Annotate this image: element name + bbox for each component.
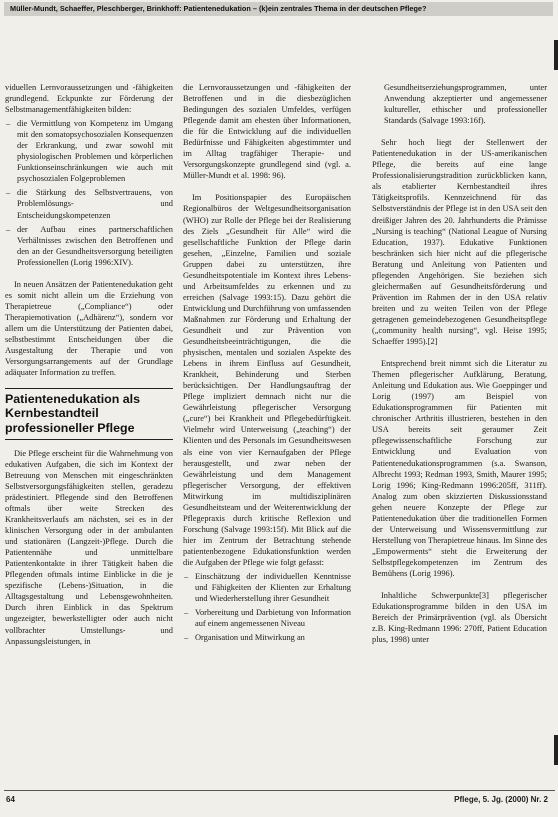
paragraph: viduellen Lernvoraussetzungen und -fähigkeiten grundlegend. Eckpunkte zur Förderung der Selbstmanagementfähigkeiten bilden: — [5, 83, 173, 115]
list-item: – Organisation und Mitwirkung an — [183, 632, 351, 643]
running-head: Müller-Mundt, Schaeffer, Pleschberger, Brinkhoff: Patientenedukation – (k)ein zentrales Thema in der deutschen Pflege? — [4, 2, 553, 16]
list-item: – Vorbereitung und Darbietung von Information auf einem angemessenen Niveau — [183, 607, 351, 629]
paragraph: Entsprechend breit nimmt sich die Literatur zu Themen pflegerischer Aufklärung, Beratung, Anleitung und Edukation aus. Wie Goeppinger und Lorig (1997) am Beispiel von Edukationsprogrammen für Patienten mit chronischer Arthritis illustrieren, bestehen in den USA bereits seit geraumer Zeit pflegewissenschaftliche Forschung zur Entwicklung und Evaluation von Patientenedukationsprogrammen (s.a. Swanson, Albrecht 1993; Redman 1993, Smith, Maurer 1995; Lorig 1996; King-Redmann 1996:205ff, 311ff). Analog zum oben skizzierten Diskussionsstand gehen neuere Konzepte der Pflege zur Patientenedukation über die traditionellen Formen der Unterweisung und Wissensvermittlung zur Herstellung von Therapietreue hinaus. Im Sinne des „Empowerments“ steht die Erweiterung der Selbstpflegekompetenzen im Zentrum des Bemühens (Lorig 1996). — [372, 359, 547, 578]
journal-reference: Pflege, 5. Jg. (2000) Nr. 2 — [454, 795, 548, 804]
edge-mark — [554, 40, 558, 70]
text-column-3 — [372, 82, 547, 645]
list-item: – der Aufbau eines partnerschaftlichen Verhältnisses zwischen den Betroffenen und den an der Gesundheitsversorgung beteiligten Professionellen (Lorig 1996:XIV). — [5, 224, 173, 268]
page-number: 64 — [6, 795, 15, 804]
paragraph: Gesundheitserziehungsprogrammen, unter Anwendung akzeptierter und angemessener kultureller, ethischer und professioneller Standards (Salvage 1993:16f). — [384, 83, 547, 126]
list-item: – die Vermittlung von Kompetenz im Umgang mit den somatopsychosozialen Konsequenzen der Erkrankung, und zwar sowohl mit physiologischen Problemen und körperlichen Funktionseinschränkungen wie auch mit psychosozialen Folgeproblemen — [5, 118, 173, 184]
bullet-list — [183, 571, 351, 643]
paragraph: die Lernvoraussetzungen und -fähigkeiten der Betroffenen und in die diesbezüglichen Bedingungen des sozialen Umfeldes, verfügen Pflegende damit am ehesten über Informationen, die für die Entwicklung auf die individuellen Bedürfnisse und Fähigkeiten abgestimmter und im Alltag tragfähiger Therapie- und Versorgungskonzepte grundlegend sind (vgl. a. Müller-Mundt et al. 1998: 96). — [183, 83, 351, 181]
section-heading: Patientenedukation als Kernbestandteil professioneller Pflege — [5, 388, 173, 440]
text-column-2 — [183, 82, 351, 643]
paragraph: Sehr hoch liegt der Stellenwert der Patientenedukation in der US-amerikanischen Pflege, die bereits auf eine lange Professionalisierungstradition zurückblicken kann, als etablierter Kernbestandteil ihres Tätigkeitsprofils. Kennzeichnend für das Selbstverständnis der Pflege ist in den USA seit den dreißiger Jahren des 20. Jahrhunderts die Prämisse „Nursing is teaching“ (National League of Nursing Education, 1937). Edukative Funktionen beschränken sich hier nicht auf die pflegerische Beratung und Anleitung von Patienten und pflegenden Angehörigen. Sie beziehen sich gleichermaßen auf Gesundheitsförderung und Prävention im Rahmen der in den USA relativ breiten und zu weiten Teilen von der Pflege getragenen gemeindebezogenen Gesundheitspflege („community health nursing“, vgl. Heise 1995; Schaeffer 1995).[2] — [372, 138, 547, 347]
list-item: – die Stärkung des Selbstvertrauens, von Problemlösungs- und Entscheidungskompetenzen — [5, 187, 173, 220]
footer-rule — [4, 790, 555, 791]
paragraph: Die Pflege erscheint für die Wahrnehmung von edukativen Aufgaben, die sich im Kontext der Betreuung von Menschen mit eingeschränkten Selbstversorgungsfähigkeiten stellen, geradezu prädestiniert. Pflegende sind den Betroffenen oftmals über weite Strecken des Krankheitsverlaufs am nächsten, sei es in der klinischen Versorgung oder in der ambulanten und stationären (Langzeit-)Pflege. Durch die Patientennähe und unmittelbare Patientenkontakte in ihrer Tätigkeit haben die Pflegenden oftmals intime Einblicke in die je spezifische (Lebens-)Situation, in die Alltagsgestaltung und Lebensgewohnheiten. Durch ihren Einblick in das Spektrum ungezeigter, bewerkstelligter oder auch nicht vollbrachter Umstellungs- und Anpassungsleistungen, in — [5, 448, 173, 646]
paragraph: In neuen Ansätzen der Patientenedukation geht es somit nicht allein um die Erziehung von Therapietreue („Compliance“) oder Therapiemotivation („Adhärenz“), sondern vor allem um die Unterstützung der Patienten dabei, selbstbestimmt Entscheidungen über die Ausgestaltung der Therapie und von Versorgungsarrangements auf der Grundlage adäquater Information zu treffen. — [5, 279, 173, 378]
paragraph: Inhaltliche Schwerpunkte[3] pflegerischer Edukationsprogramme bilden in den USA im Bereich der Primärprävention (vgl. als Übersicht z.B. King-Redmann 1996: 270ff, Patient Education plus, 1998) unter — [372, 591, 547, 645]
list-item: – Einschätzung der individuellen Kenntnisse und Fähigkeiten der Klienten zur Erhaltung und Wiederherstellung ihrer Gesundheit — [183, 571, 351, 604]
edge-mark — [554, 735, 558, 765]
paragraph: Im Positionspapier des Europäischen Regionalbüros der Weltgesundheitsorganisation (WHO) zur Rolle der Pflege bei der Realisierung des Ziels „Gesundheit für Alle“ wird die gesellschaftliche Funktion der Pflege darin gesehen, „Einzelne, Familien und soziale Gruppen dabei zu unterstützen, ihre Gesundheitspotentiale im Kontext ihres Lebens- und Arbeitsumfeldes zu erkennen und zu erreichen (Salvage 1993:15). Dazu gehört die Entwicklung und Durchführung von umfassenden Maßnahmen zur Förderung und Erhaltung der Gesundheit und zur Prävention von Gesundheitsbeeinträchtigungen, die die physischen, mentalen und sozialen Aspekte des Lebens in ihrem Einfluss auf Gesundheit, Krankheit, Behinderung und Sterben berücksichtigen. Der Handlungsauftrag der Pflege impliziert demnach nicht nur die Gewährleistung pflegerischer Versorgung („cure“) bei Krankheit und Pflegebedürftigkeit. Vielmehr wird Unterweisung („teaching“) der Klienten und des Personals im Gesundheitswesen als eine von vier Kernaufgaben der Pflege herausgestellt, und zwar neben der Gewährleistung und dem Management pflegerischer Versorgung, der effektiven Mitwirkung im multidisziplinären Gesundheitsteam und der Weiterentwicklung der Pflegepraxis durch kritische Reflexion und Forschung (Salvage 1993:15f). Mit Blick auf die hier im Zentrum der Betrachtung stehende patientenbezogene Edukationsfunktion werden die Aufgaben der Pflege wie folgt gefasst: — [183, 193, 351, 567]
text-column-1 — [5, 82, 173, 647]
bullet-list — [5, 118, 173, 268]
